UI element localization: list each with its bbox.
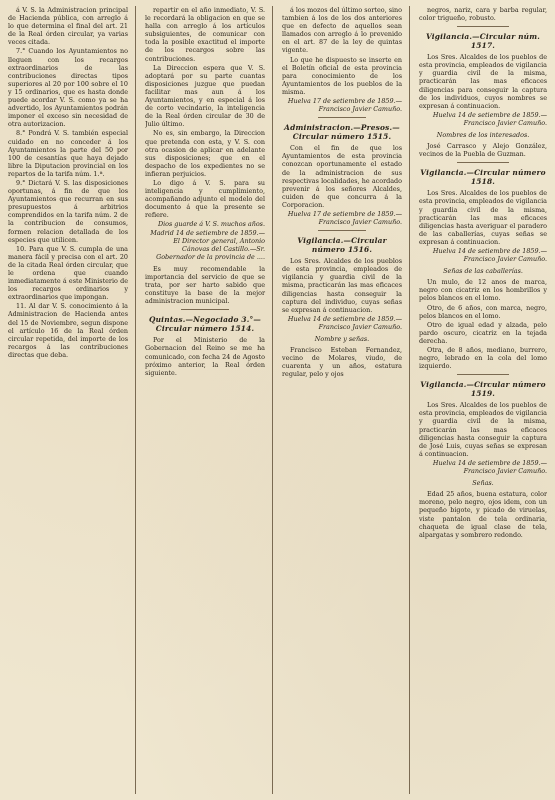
text-columns — [8, 6, 547, 794]
section-divider — [318, 117, 366, 118]
paragraph: Por el Ministerio de la Gobernacion del Reino se me ha comunicado, con fecha 24 de Agosto próximo anterior, la Real órden siguiente. — [145, 336, 265, 377]
paragraph: Los Sres. Alcaldes de los pueblos de esta provincia, empleados de vigilancia y guardia civil de la misma, practicarán las mas eficaces diligencias para conseguir la captura de los individuos, cuyos nombres se expresan á continuacion. — [419, 53, 547, 110]
paragraph: 8.° Pondrá V. S. también especial cuidado en no conceder á los Ayuntamientos la parte del 50 por 100 de cesantías que haya dejado libre la Diputacion provincial en los repartos de la tarifa núm. 1.ª. — [8, 129, 128, 178]
subheading: Señas. — [472, 479, 494, 488]
signature-line: Huelva 14 de setiembre de 1859.—Francisco Javier Camuño. — [287, 314, 402, 331]
paragraph: Otra, de 8 años, mediano, burrero, negro, lebrado en la cola del lomo izquierdo. — [419, 346, 547, 371]
subheading: Nombres de los interesados. — [436, 131, 530, 140]
paragraph: Un mulo, de 12 anos de marca, negro con cicatriz en los hombrillos y pelos blancos en el lomo. — [419, 278, 547, 303]
paragraph: 10. Para que V. S. cumpla de una manera fácil y precisa con el art. 20 de la citada Real órden circular, que le ordena que cuando inmediatamente á este Ministerio de los recargos ordinarios y extraordinarios que impongan. — [8, 244, 128, 302]
signature-line: Huelva 14 de setiembre de 1859.—Francisco Javier Camuño. — [432, 458, 547, 476]
paragraph: Lo que he dispuesto se inserte en el Boletín oficial de esta provincia para conocimiento de los Ayuntamientos de los pueblos de la misma. — [282, 55, 402, 96]
paragraph: No es, sin embargo, la Direccion que pretenda con esta, y V. S. con otra ocasion de aplicar en adelante sus disposiciones; que en el despacho de los expedientes no se infieran perjuicios. — [145, 129, 265, 178]
section-heading: Vigilancia.—Circular número 1519. — [420, 380, 546, 399]
section-divider — [318, 230, 366, 231]
paragraph: Con el fin de que los Ayuntamientos de esta provincia conozcan oportunamente el estado de la administracion de sus respectivas localidades, he acordado prevenir á los señores Alcaldes, cuiden de que concurra á la Corporacion. — [282, 144, 402, 209]
column-3 — [282, 6, 410, 794]
paragraph: Otro de igual edad y alzada, pelo pardo oscuro, cicatriz en la tejada derecha. — [419, 320, 547, 345]
section-heading: Vigilancia.—Circular núm. 1517. — [425, 32, 541, 51]
column-1 — [8, 6, 136, 794]
paragraph: Otro, de 6 años, con marca, negro, pelos blancos en el lomo. — [419, 303, 547, 320]
section-divider — [457, 162, 508, 163]
column-2 — [145, 6, 273, 794]
paragraph: José Carrasco y Alejo González, vecinos de la Puebla de Guzman. — [419, 142, 547, 159]
signature-line: Huelva 17 de setiembre de 1859.—Francisco Javier Camuño. — [287, 209, 402, 227]
paragraph: Edad 25 años, buena estatura, color moreno, pelo negro, ojos idem, con un pequeño bigote, y picado de viruelas, viste pantalon de tela ordinaria, chaqueta de igual clase de tela, alpargatas y sombrero redondo. — [419, 490, 547, 539]
column-4 — [419, 6, 547, 794]
paragraph: á V. S. la Administracion principal de Hacienda pública, con arreglo á lo que determina el final del art. 21 de la Real órden circular, ya varias veces citada. — [8, 6, 128, 47]
paragraph: 9.° Dictará V. S. las disposiciones oportunas, á fin de que los Ayuntamientos que recurran en sus presupuestos á arbitrios comprendidos en la tarifa núm. 2 de la contribucion de consumos, formen relacion detallada de los especies que utilicen. — [8, 178, 128, 244]
paragraph: negros, nariz, cara y barba regular, color trigueño, robusto. — [419, 6, 547, 23]
paragraph: á los mozos del último sorteo, sino tambien á los de los dos anteriores que en defecto de aquellos sean llamados con arreglo á lo prevenido en el art. 87 de la ley de quintas vigente. — [282, 6, 402, 55]
section-divider — [457, 374, 508, 375]
section-divider — [181, 309, 229, 310]
paragraph: 11. Al dar V. S. conocimiento á la Administracion de Hacienda antes del 15 de Noviembre, segun dispone el artículo 16 de la Real órden circular repetida, del importe de los recargos á las contribuciones directas que deba. — [8, 302, 128, 359]
subheading: Señas de las caballerías. — [443, 267, 523, 276]
signature-line: Dios guarde á V. S. muchos años. Madrid 14 de setiembre de 1859.—El Director general, Antonio Cánovas del Castillo.—Sr. Gobernador de la provincia de .... — [150, 220, 265, 261]
section-heading: Vigilancia.—Circular número 1516. — [297, 236, 387, 255]
paragraph: La Direccion espera que V. S. adoptará por su parte cuantas disposiciones juzgue que puedan facilitar mas aun á los Ayuntamientos, y en especial á los de corto vecindario, la inteligencia de la Real órden circular de 30 de Julio último. — [145, 63, 265, 129]
paragraph: Los Sres. Alcaldes de los pueblos de esta provincia, empleados de vigilancia y guardia civil de la misma, practicarán las mas eficaces diligencias hasta conseguir la captura de José Luis, cuyas señas se expresan á continuacion. — [419, 401, 547, 458]
section-heading: Administracion.—Presos.—Circular número 1515. — [284, 123, 400, 142]
signature-line: Huelva 14 de setiembre de 1859.—Francisco Javier Camuño. — [432, 110, 547, 127]
signature-line: Huelva 14 de setiembre de 1859.—Francisco Javier Camuño. — [432, 246, 547, 264]
paragraph: repartir en el año inmediato, V. S. le recordará la obligacion en que se halla con arreglo á los artículos subsiguientes, de comunicar con toda la posible exactitud el importe de los recargos sobre las contribuciones. — [145, 6, 265, 63]
signature-line: Huelva 17 de setiembre de 1859.—Francisco Javier Camuño. — [287, 97, 402, 114]
paragraph: Es muy recomendable la importancia del servicio de que se trata, por ser harto sabido que constituye la base de la mejor administracion municipal. — [145, 264, 265, 306]
section-divider — [457, 26, 508, 27]
subheading: Nombre y señas. — [314, 335, 370, 343]
section-heading: Quintas.—Negociado 3.°—Circular número 1514. — [148, 315, 262, 334]
paragraph: Los Sres. Alcaldes de los pueblos de esta provincia, empleados de vigilancia y guardia civil de la misma, practicarán las mas eficaces diligencias hasta averiguar el paradero de las caballerías, cuyas señas se expresan á continuacion. — [419, 189, 547, 246]
paragraph: 7.° Cuando los Ayuntamientos no lleguen con los recargos extraordinarios de las contribuciones directas tipos superiores al 20 por 100 sobre el 10 y 15 ordinarios, que es hasta donde puede acordar V. S. como ya se ha advertido, los Ayuntamientos podrán imponer el exceso sin necesidad de otra autorizacion. — [8, 47, 128, 129]
section-heading: Vigilancia.—Circular número 1518. — [420, 168, 546, 187]
paragraph: Lo digo á V. S. para su inteligencia y cumplimiento, acompañando adjunto el modelo del documento á que la presente se refiere. — [145, 178, 265, 220]
paragraph: Los Sres. Alcaldes de los pueblos de esta provincia, empleados de vigilancia y guardia civil de la misma, practicarán las mas eficaces diligencias hasta conseguir la captura del individuo, cuyas señas se expresan á continuacion. — [282, 257, 402, 314]
paragraph: Francisco Esteban Fernandez, vecino de Molares, viudo, de cuarenta y un años, estatura regular, pelo y ojos — [282, 346, 402, 379]
